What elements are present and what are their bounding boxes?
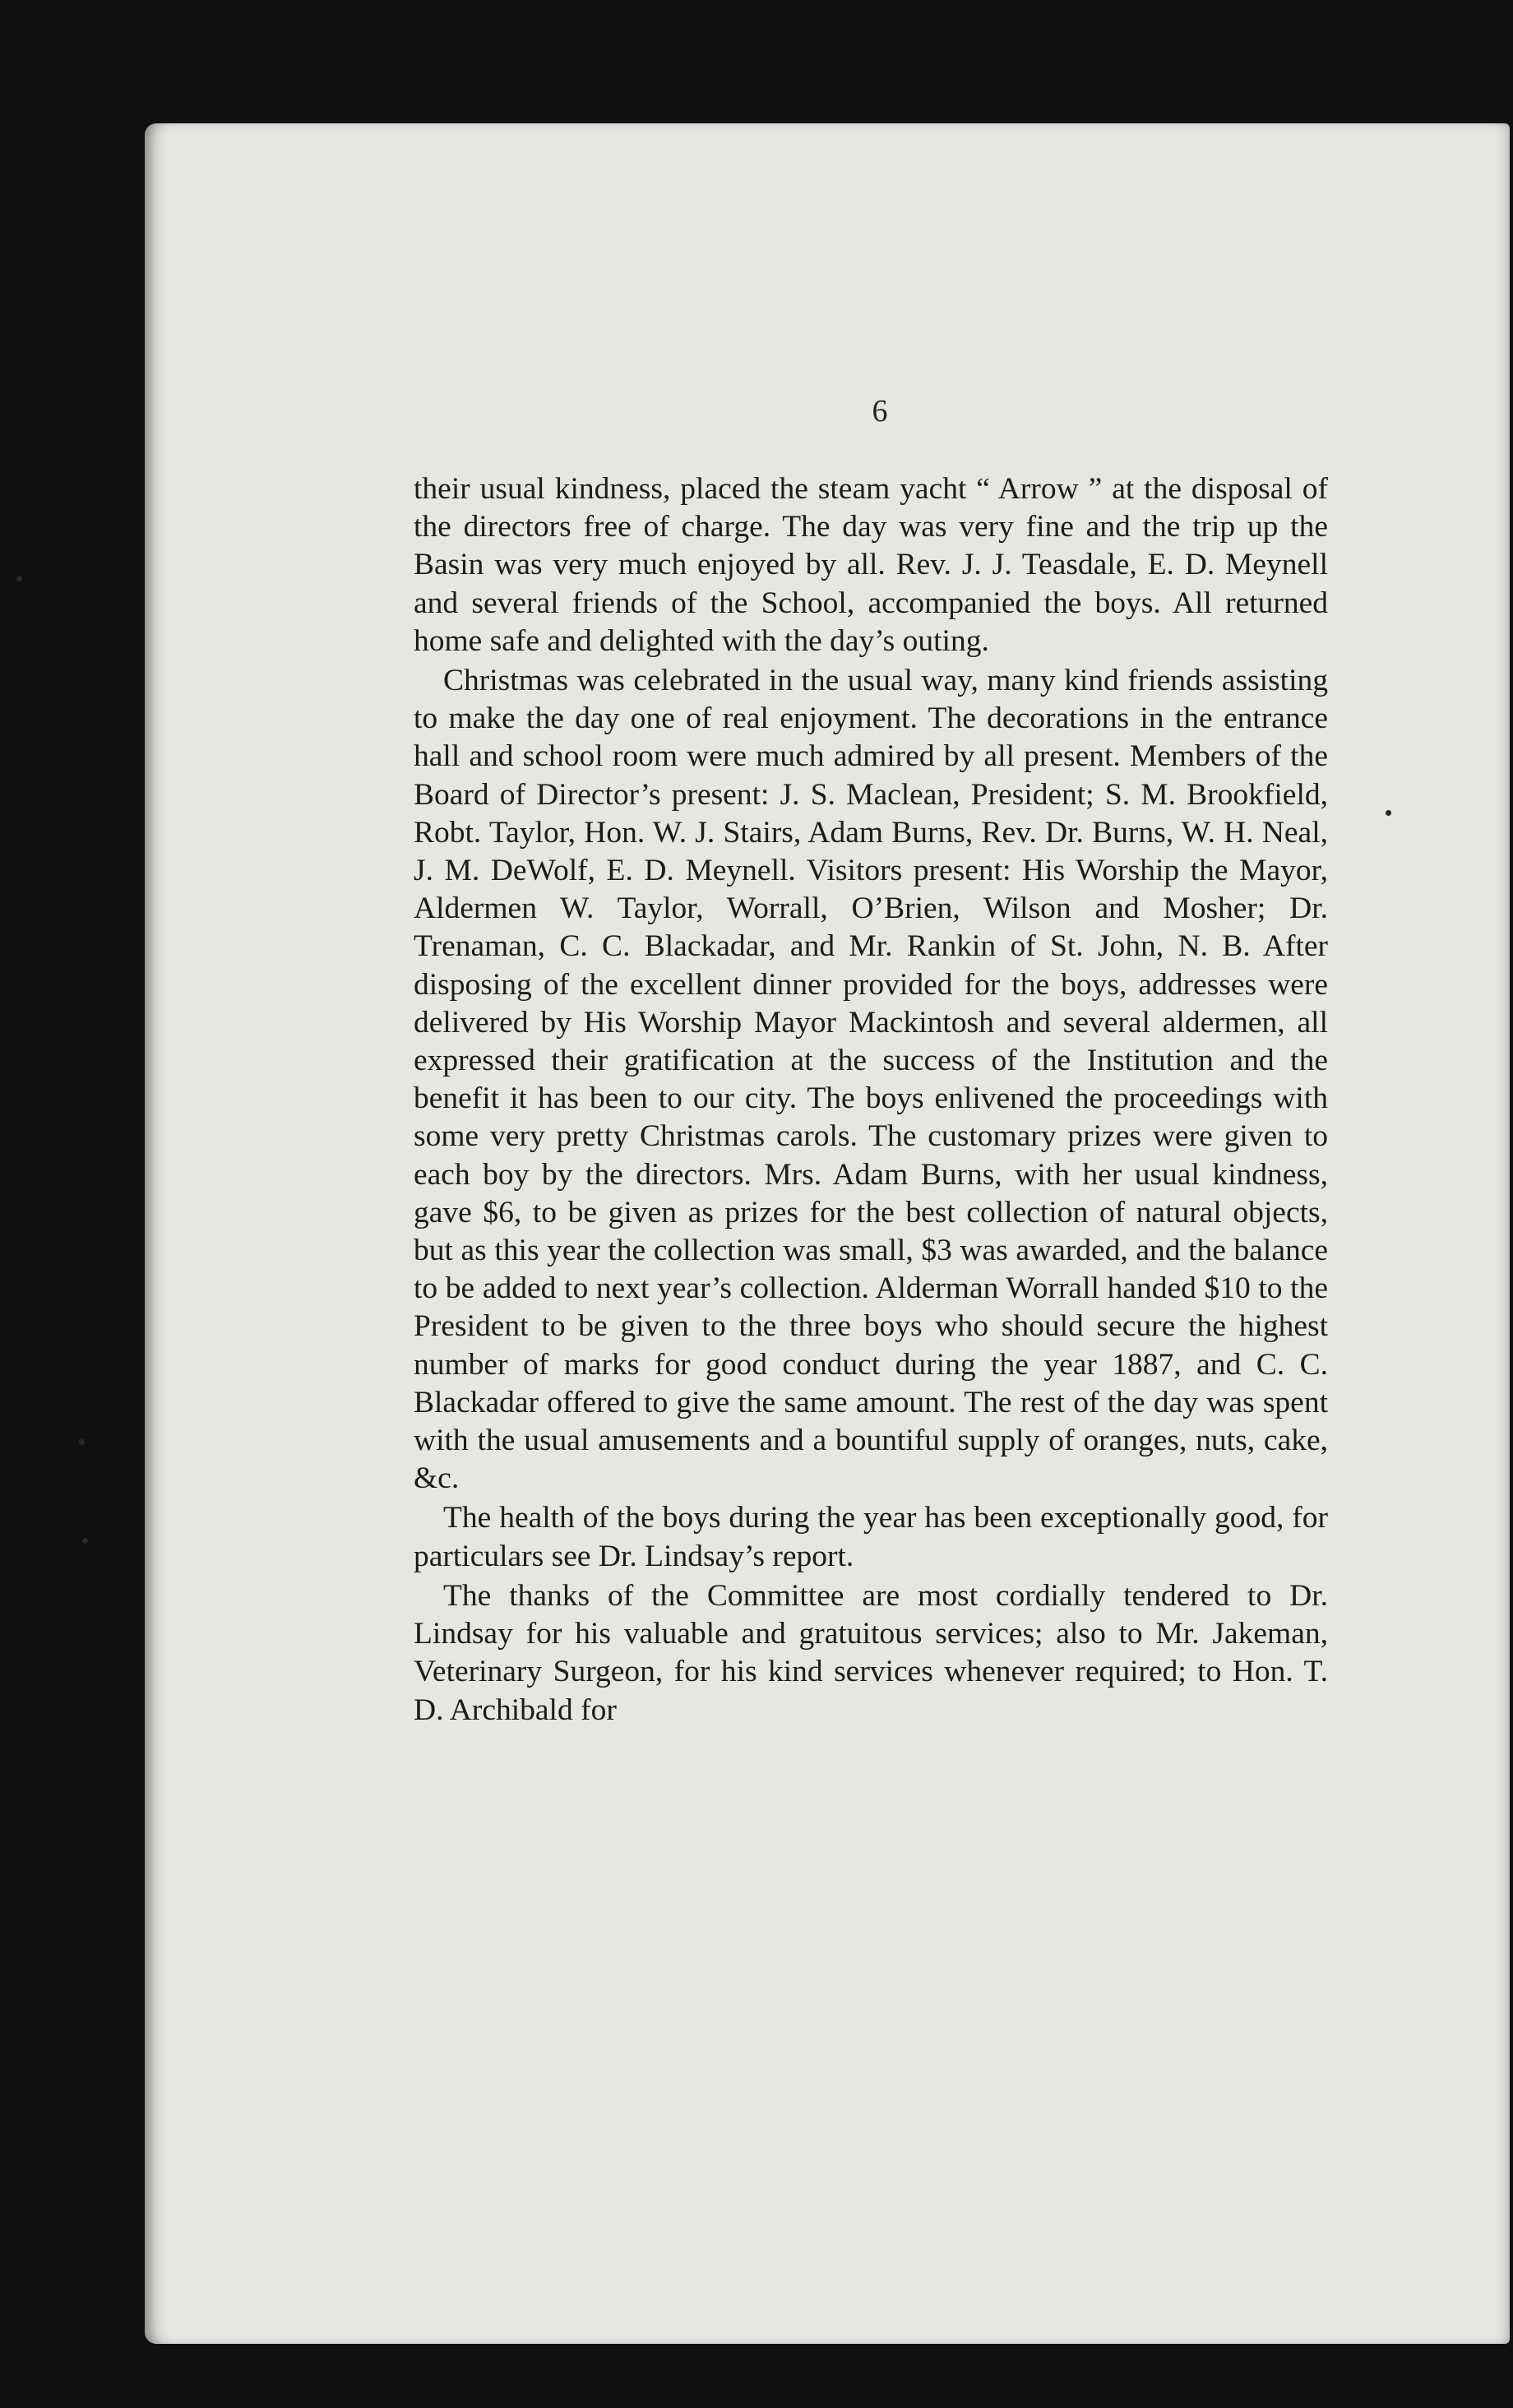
dust-speck (82, 1538, 88, 1544)
paragraph-yacht-trip: their usual kindness, placed the steam yacht “ Arrow ” at the disposal of the directors free of charge. The day was very fine and the trip up the Basin was very much enjoyed by all. Rev. J. J. Teasdale, E. D. Meynell and several friends of the School, accompanied the boys. All returned home safe and delighted with the day’s outing. (414, 472, 1328, 658)
dust-speck (79, 1439, 85, 1445)
dust-speck (16, 576, 22, 581)
paragraph-christmas: Christmas was celebrated in the usual way, many kind friends assisting to make the day one of real enjoyment. The decorations in the entrance hall and school room were much admired by all present. Members of the Board of Director’s present: J. S. Maclean, President; S. M. Brookfield, Robt. Taylor, Hon. W. J. Stairs, Adam Burns, Rev. Dr. Burns, W. H. Neal, J. M. DeWolf, E. D. Meynell. Visitors present: His Worship the Mayor, Aldermen W. Taylor, Worrall, O’Brien, Wilson and Mosher; Dr. Trenaman, C. C. Blackadar, and Mr. Rankin of St. John, N. B. After disposing of the excellent dinner provided for the boys, addresses were delivered by His Worship Mayor Mackintosh and several aldermen, all expressed their gratification at the success of the Institution and the benefit it has been to our city. The boys enlivened the proceedings with some very pretty Christmas carols. The customary prizes were given to each boy by the directors. Mrs. Adam Burns, with her usual kindness, gave $6, to be given as prizes for the best collection of natural objects, but as this year the collection was small, $3 was awarded, and the balance to be added to next year’s collection. Alderman Worrall handed $10 to the President to be given to the three boys who should secure the highest number of marks for good conduct during the year 1887, and C. C. Blackadar offered to give the same amount. The rest of the day was spent with the usual amusements and a bountiful supply of oranges, nuts, cake, &c. (414, 664, 1328, 1496)
page-number: 6 (872, 394, 888, 428)
paragraph-thanks: The thanks of the Committee are most cordially tendered to Dr. Lindsay for his valuable and gratuitous services; also to Mr. Jakeman, Veterinary Surgeon, for his kind services whenever required; to Hon. T. D. Archibald for (414, 1578, 1328, 1727)
body-text (414, 470, 1328, 1731)
dust-speck (1386, 810, 1391, 816)
paragraph-health: The health of the boys during the year has been exceptionally good, for particulars see Dr. Lindsay’s report. (414, 1501, 1328, 1573)
